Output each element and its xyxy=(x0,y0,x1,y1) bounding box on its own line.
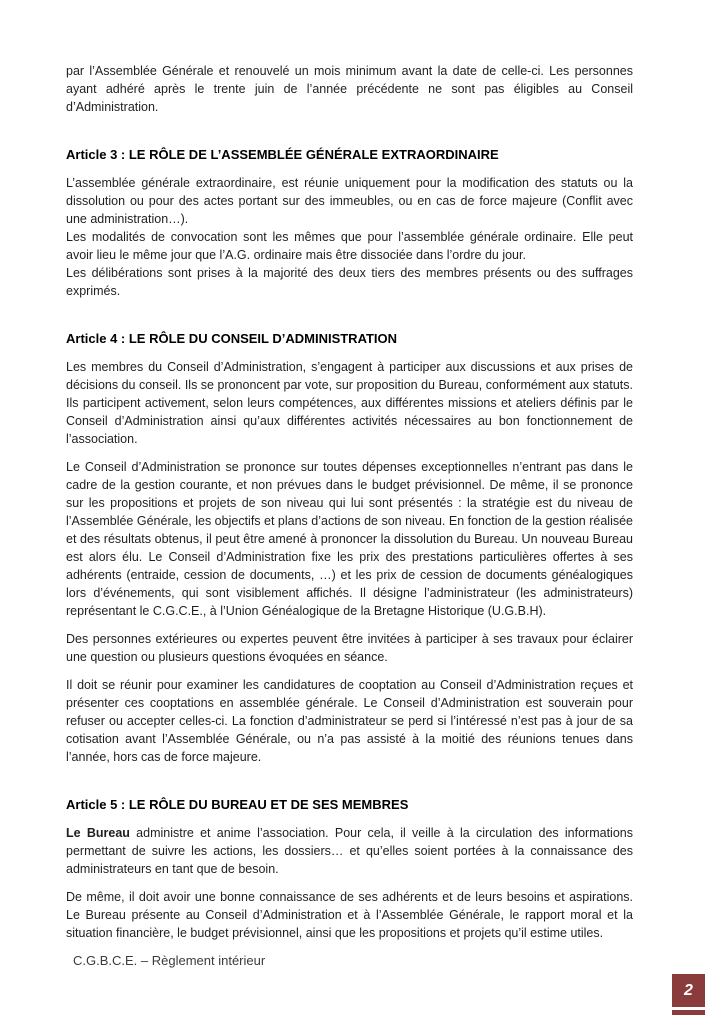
article-3-heading: Article 3 : LE RÔLE DE L’ASSEMBLÉE GÉNÉRALE EXTRAORDINAIRE xyxy=(66,147,499,162)
article-3-section xyxy=(66,146,633,300)
document-content xyxy=(66,62,633,970)
article-5-paragraph-2: De même, il doit avoir une bonne connaissance de ses adhérents et de leurs besoins et aspirations. Le Bureau présente au Conseil d’Administration et à l’Assemblée Générale, le rapport moral et la situation financière, le budget prévisionnel, ainsi que les propositions et projets qu’il estime utiles. xyxy=(66,890,633,940)
page-number-box xyxy=(672,974,705,1015)
article-3-paragraph-1: L’assemblée générale extraordinaire, est réunie uniquement pour la modification des statuts ou la dissolution ou pour des actes portant sur des immeubles, ou en cas de force majeure (Conflit avec une administration…). xyxy=(66,176,633,226)
article-5-paragraph-1 xyxy=(66,824,633,878)
intro-paragraph: par l’Assemblée Générale et renouvelé un mois minimum avant la date de celle-ci. Les personnes ayant adhéré après le trente juin de l’année précédente ne sont pas éligibles au Conseil d’Administration. xyxy=(66,64,633,114)
article-4-paragraph-3: Des personnes extérieures ou expertes peuvent être invitées à participer à ses travaux pour éclairer une question ou plusieurs questions évoquées en séance. xyxy=(66,632,633,664)
article-4-paragraph-1: Les membres du Conseil d’Administration, s’engagent à participer aux discussions et aux prises de décisions du conseil. Ils se prononcent par vote, sur proposition du Bureau, conformément aux statuts. Ils participent activement, selon leurs compétences, aux différentes missions et ateliers définis par le Conseil d’Administration ainsi qu’aux différentes activités nécessaires au bon fonctionnement de l’association. xyxy=(66,360,633,446)
article-4-heading: Article 4 : LE RÔLE DU CONSEIL D’ADMINISTRATION xyxy=(66,331,398,346)
article-4-paragraph-4: Il doit se réunir pour examiner les candidatures de cooptation au Conseil d’Administration reçues et présenter ces cooptations en assemblée générale. Le Conseil d’Administration est souverain pour refuser ou accepter celles-ci. La fonction d’administrateur se perd si l’intéressé n’est pas à jour de sa cotisation avant l’Assemblée Générale, ou n’a pas assisté à la moitié des réunions tenues dans l’année, hors cas de force majeure. xyxy=(66,678,633,764)
article-4-paragraph-2: Le Conseil d’Administration se prononce sur toutes dépenses exceptionnelles n’entrant pas dans le cadre de la gestion courante, et non prévues dans le budget prévisionnel. De même, il se prononce sur les propositions et projets de son niveau qui lui sont présentés : la stratégie est du niveau de l’Assemblée Générale, les objectifs et plans d’actions de son niveau. En fonction de la gestion réalisée et des résultats obtenus, il peut être amené à prononcer la dissolution du Bureau. Un nouveau Bureau est alors élu. Le Conseil d’Administration fixe les prix des prestations particulières offertes à ses adhérents (entraide, cession de documents, …) et les prix de cession de documents généalogiques lors d’événements, qui sont visiblement affichés. Il désigne l’administrateur (les administrateurs) représentant le C.G.C.E., à l’Union Généalogique de la Bretagne Historique (U.G.B.H). xyxy=(66,460,634,618)
page-number: 2 xyxy=(672,974,705,1007)
article-5-bold-lead: Le Bureau xyxy=(66,826,130,840)
article-5-paragraph-1-text: administre et anime l’association. Pour cela, il veille à la circulation des informations permettant de suivre les actions, les dossiers… et qu’elles soient portées à la connaissance des administrateurs en tant que de besoin. xyxy=(66,826,633,876)
article-5-heading: Article 5 : LE RÔLE DU BUREAU ET DE SES MEMBRES xyxy=(66,797,409,812)
article-3-paragraph-2: Les modalités de convocation sont les mêmes que pour l’assemblée générale ordinaire. Elle peut avoir lieu le même jour que l’A.G. ordinaire mais être dissociée dans l’ordre du jour. xyxy=(66,230,633,262)
page-footer-text: C.G.B.C.E. – Règlement intérieur xyxy=(73,953,266,968)
article-4-section xyxy=(66,330,633,766)
page-number-strip xyxy=(672,1010,705,1015)
article-5-section xyxy=(66,796,633,942)
article-3-paragraph-3: Les délibérations sont prises à la majorité des deux tiers des membres présents ou des suffrages exprimés. xyxy=(66,266,633,298)
